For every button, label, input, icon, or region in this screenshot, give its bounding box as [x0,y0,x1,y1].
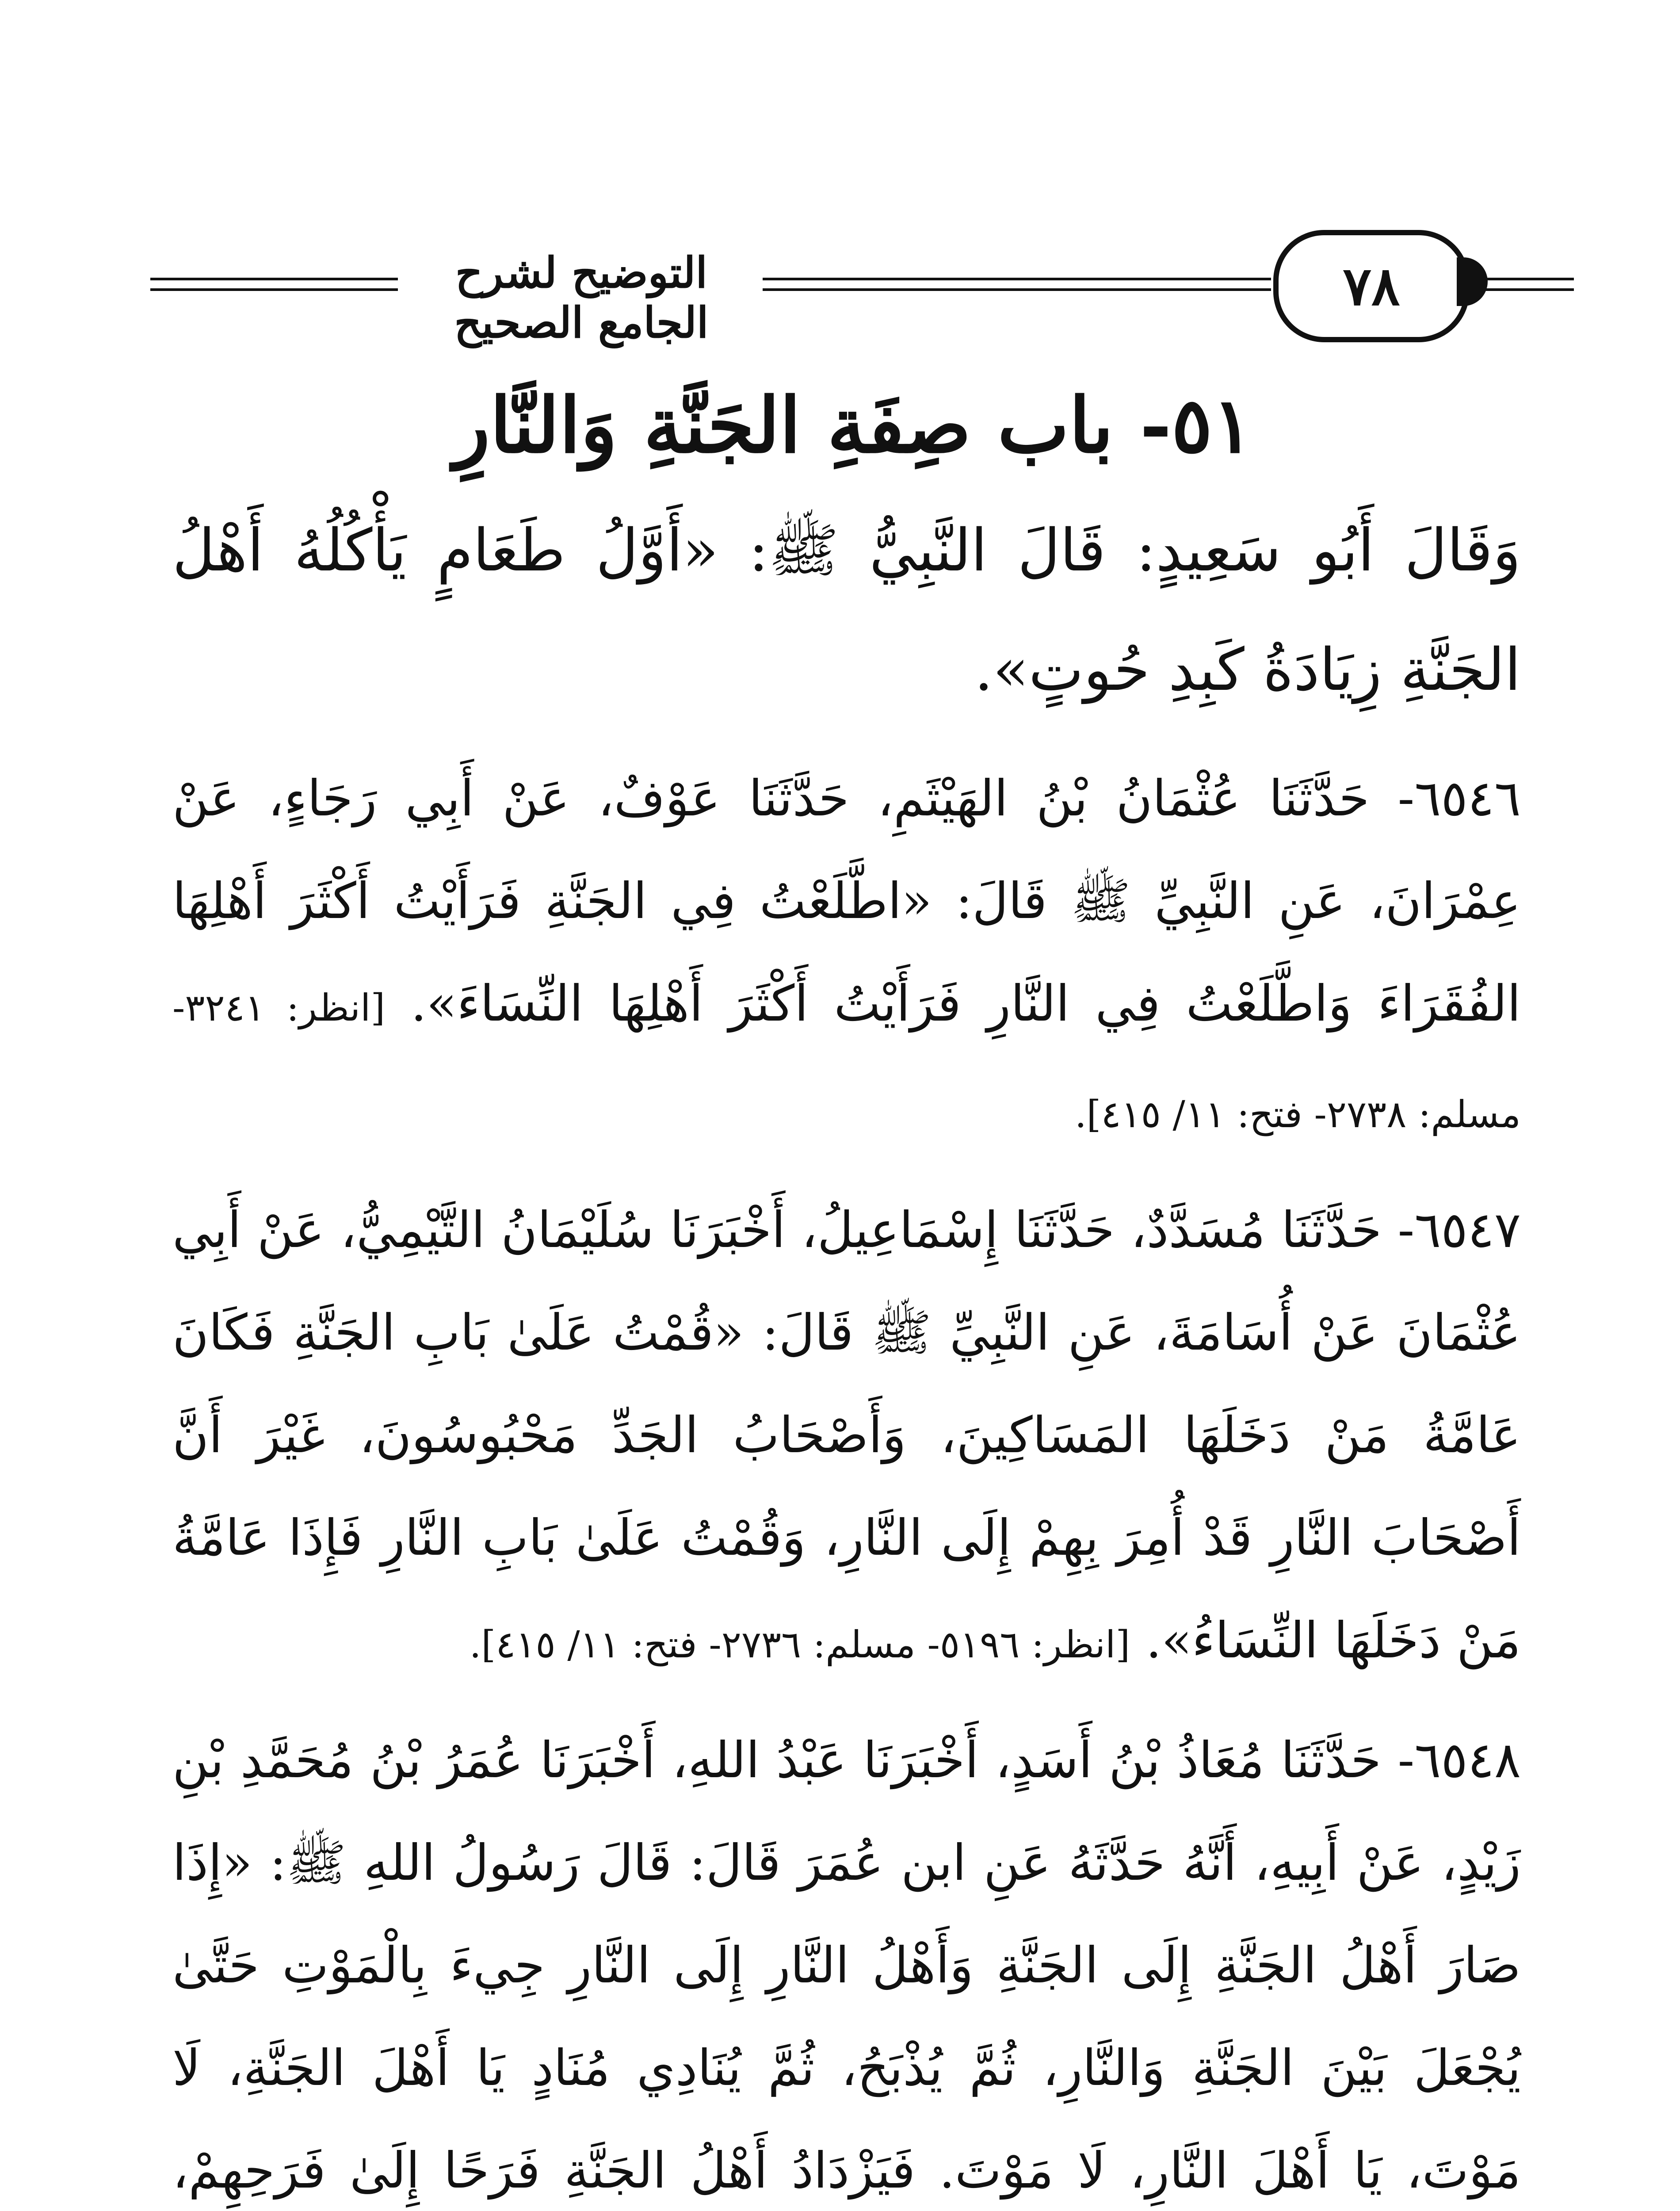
page-number: ٧٨ [1273,230,1470,342]
hadith-text: - حَدَّثَنَا مُعَاذُ بْنُ أَسَدٍ، أَخْبَرَنَا عَبْدُ اللهِ، أَخْبَرَنَا عُمَرُ بْنُ مُحَمَّدِ بْنِ زَيْدٍ، عَنْ أَبِيهِ، أَنَّهُ حَدَّثَهُ عَنِ ابن عُمَرَ قَالَ: قَالَ رَسُولُ اللهِ ﷺ: «إِذَا صَارَ أَهْلُ الجَنَّةِ إِلَى الجَنَّةِ وَأَهْلُ النَّارِ إِلَى النَّارِ جِيءَ بِالْمَوْتِ حَتَّىٰ يُجْعَلَ بَيْنَ الجَنَّةِ وَالنَّارِ، ثُمَّ يُذْبَحُ، ثُمَّ يُنَادِي مُنَادٍ يَا أَهْلَ الجَنَّةِ، لَا مَوْتَ، يَا أَهْلَ النَّارِ، لَا مَوْتَ. فَيَزْدَادُ أَهْلُ الجَنَّةِ فَرَحًا إِلَىٰ فَرَحِهِمْ، [172,1732,1521,2200]
hadith-paragraph [172,1179,1521,1696]
hadith-number: ٦٥٤٦ [1414,770,1521,827]
header-rule [150,288,398,291]
hadith-reference: [انظر: ٣٢٤١- مسلم: ٢٧٣٨- فتح: ١١/ ٤١٥]. [172,986,1521,1136]
header-rule [763,278,1271,280]
hadith-reference: [انظر: ٥١٩٦- مسلم: ٢٧٣٦- فتح: ١١/ ٤١٥]. [469,1623,1130,1666]
page-number-ornament [1457,257,1488,306]
hadith-text: - حَدَّثَنَا مُسَدَّدٌ، حَدَّثَنَا إِسْمَاعِيلُ، أَخْبَرَنَا سُلَيْمَانُ التَّيْمِيُّ، عَنْ أَبِي عُثْمَانَ عَنْ أُسَامَةَ، عَنِ النَّبِيِّ ﷺ قَالَ: «قُمْتُ عَلَىٰ بَابِ الجَنَّةِ فَكَانَ عَامَّةُ مَنْ دَخَلَهَا المَسَاكِينَ، وَأَصْحَابُ الجَدِّ مَحْبُوسُونَ، غَيْرَ أَنَّ أَصْحَابَ النَّارِ قَدْ أُمِرَ بِهِمْ إِلَى النَّارِ، وَقُمْتُ عَلَىٰ بَابِ النَّارِ فَإِذَا عَامَّةُ مَنْ دَخَلَهَا النِّسَاءُ». [172,1201,1521,1669]
hadith-text: - حَدَّثَنَا عُثْمَانُ بْنُ الهَيْثَمِ، حَدَّثَنَا عَوْفٌ، عَنْ أَبِي رَجَاءٍ، عَنْ عِمْرَانَ، عَنِ النَّبِيِّ ﷺ قَالَ: «اطَّلَعْتُ فِي الجَنَّةِ فَرَأَيْتُ أَكْثَرَ أَهْلِهَا الفُقَرَاءَ وَاطَّلَعْتُ فِي النَّارِ فَرَأَيْتُ أَكْثَرَ أَهْلِهَا النِّسَاءَ». [172,770,1521,1033]
header-rule [1468,288,1574,291]
hadith-number: ٦٥٤٧ [1414,1201,1521,1259]
hadith-paragraph [172,1709,1521,2211]
running-header [133,230,1574,348]
intro-paragraph: وَقَالَ أَبُو سَعِيدٍ: قَالَ النَّبِيُّ ﷺ: «أَوَّلُ طَعَامٍ يَأْكُلُهُ أَهْلُ الجَنَّةِ زِيَادَةُ كَبِدِ حُوتٍ». [172,516,1521,704]
header-rule [1468,278,1574,280]
hadith-paragraph [172,747,1521,1166]
book-title: التوضيح لشرح الجامع الصحيح [454,248,709,348]
header-rule [763,288,1271,291]
body-text [172,491,1521,2211]
chapter-title: ٥١- باب صِفَةِ الجَنَّةِ وَالنَّارِ [453,380,1253,470]
header-rule [150,278,398,280]
hadith-number: ٦٥٤٨ [1414,1732,1521,1789]
